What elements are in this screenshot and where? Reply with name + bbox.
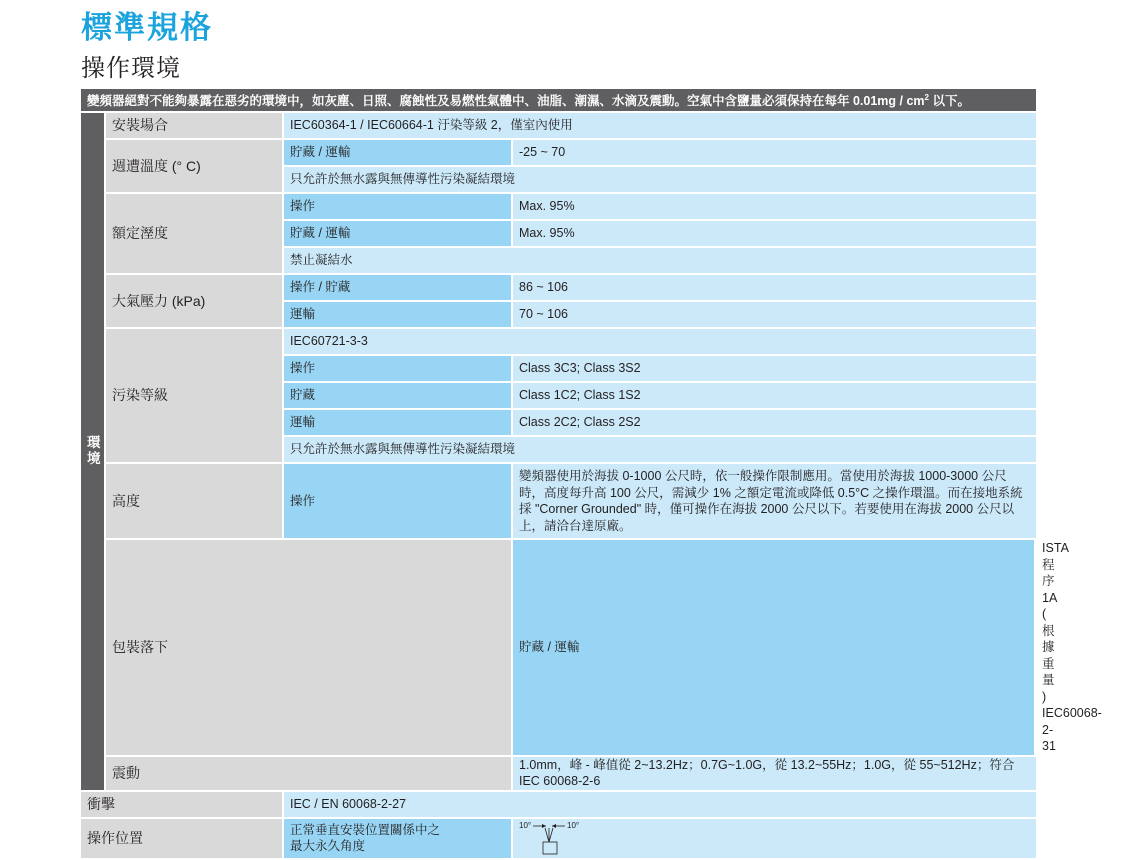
table-row [81, 329, 1036, 356]
table-row: 包裝落下 貯藏 / 運輸 ISTA 程序 1A ( 根據重量 ) IEC60068-2-31 [81, 540, 1036, 757]
humidity-sub1: 操作 [284, 194, 513, 221]
notice-row [81, 89, 1036, 113]
altitude-sub: 操作 [284, 464, 513, 540]
table-row [81, 275, 1036, 302]
pollution-sub1: 操作 [284, 356, 513, 383]
altitude-label: 高度 [106, 464, 284, 540]
pressure-val1: 86 ~ 106 [513, 275, 1036, 302]
pressure-val2: 70 ~ 106 [513, 302, 1036, 329]
vibration-value: 1.0mm，峰 - 峰值從 2~13.2Hz；0.7G~1.0G，從 13.2~55Hz；1.0G，從 55~512Hz；符合 IEC 60068-2-6 [513, 757, 1036, 792]
pollution-label: 污染等級 [106, 329, 284, 464]
position-sub-line2: 最大永久角度 [290, 839, 366, 853]
table-row [81, 194, 1036, 221]
position-value [513, 819, 1036, 860]
table-row [81, 140, 1036, 167]
pollution-val1: Class 3C3; Class 3S2 [513, 356, 1036, 383]
altitude-value: 變頻器使用於海拔 0-1000 公尺時，依一般操作限制應用。當使用於海拔 1000-3000 公尺時，高度每升高 100 公尺，需減少 1% 之額定電流或降低 0.5°C 之操作環溫。而在接地系統採 "Corner Grounded" 時，僅可操作在海拔 2000 公尺以下。若要使用在海拔 2000 公尺以上，請洽台達原廠。 [513, 464, 1036, 540]
notice-tail: 以下。 [929, 94, 970, 109]
humidity-note: 禁止凝結水 [284, 248, 1036, 275]
humidity-val1: Max. 95% [513, 194, 1036, 221]
table-row [81, 113, 1036, 140]
notice-text: 變頻器絕對不能夠暴露在惡劣的環境中，如灰塵、日照、腐蝕性及易燃性氣體中、油脂、潮濕、水滴及震動。空氣中含鹽量必須保持在每年 0.01mg / cm [87, 94, 925, 109]
right-angle-line [549, 828, 553, 842]
left-arrowhead [542, 824, 546, 828]
install-label: 安裝場合 [106, 113, 284, 140]
pressure-sub1: 操作 / 貯藏 [284, 275, 513, 302]
position-label: 操作位置 [81, 819, 284, 860]
pressure-label: 大氣壓力 (kPa) [106, 275, 284, 329]
pollution-val2: Class 1C2; Class 1S2 [513, 383, 1036, 410]
pressure-sub2: 運輸 [284, 302, 513, 329]
drop-label: 包裝落下 [106, 540, 513, 757]
table-row [81, 819, 1036, 860]
humidity-label: 額定溼度 [106, 194, 284, 275]
vibration-label: 震動 [106, 757, 513, 792]
temp-val1: -25 ~ 70 [513, 140, 1036, 167]
page-title: 標準規格 [81, 10, 213, 46]
spec-table [81, 89, 1102, 860]
pollution-note: 只允許於無水露與無傳導性污染凝結環境 [284, 437, 1036, 464]
angle-right-label: 10° [567, 821, 580, 830]
humidity-val2: Max. 95% [513, 221, 1036, 248]
install-value: IEC60364-1 / IEC60664-1 汙染等級 2，僅室內使用 [284, 113, 1036, 140]
pollution-val3: Class 2C2; Class 2S2 [513, 410, 1036, 437]
drive-box [543, 842, 557, 854]
shock-value: IEC / EN 60068-2-27 [284, 792, 1036, 819]
pollution-sub3: 運輸 [284, 410, 513, 437]
temp-sub1: 貯藏 / 運輸 [284, 140, 513, 167]
temp-label: 週遭溫度 (° C) [106, 140, 284, 194]
temp-note: 只允許於無水露與無傳導性污染凝結環境 [284, 167, 1036, 194]
left-angle-line [545, 828, 549, 842]
pollution-standard: IEC60721-3-3 [284, 329, 1036, 356]
table-row [81, 757, 1036, 792]
angle-left-label: 10° [519, 821, 532, 830]
shock-label: 衝擊 [81, 792, 284, 819]
humidity-sub2: 貯藏 / 運輸 [284, 221, 513, 248]
drop-sub: 貯藏 / 運輸 [513, 540, 1036, 757]
pollution-sub2: 貯藏 [284, 383, 513, 410]
environment-label: 環 境 [81, 113, 106, 792]
table-row [81, 792, 1036, 819]
mounting-angle-icon [519, 819, 599, 857]
notice-superscript: 2 [924, 93, 929, 103]
table-row [81, 464, 1036, 540]
notice-banner [81, 89, 1036, 113]
right-arrowhead [552, 824, 556, 828]
position-sub [284, 819, 513, 860]
position-sub-line1: 正常垂直安裝位置關係中之 [290, 822, 441, 837]
section-subtitle: 操作環境 [81, 54, 181, 82]
